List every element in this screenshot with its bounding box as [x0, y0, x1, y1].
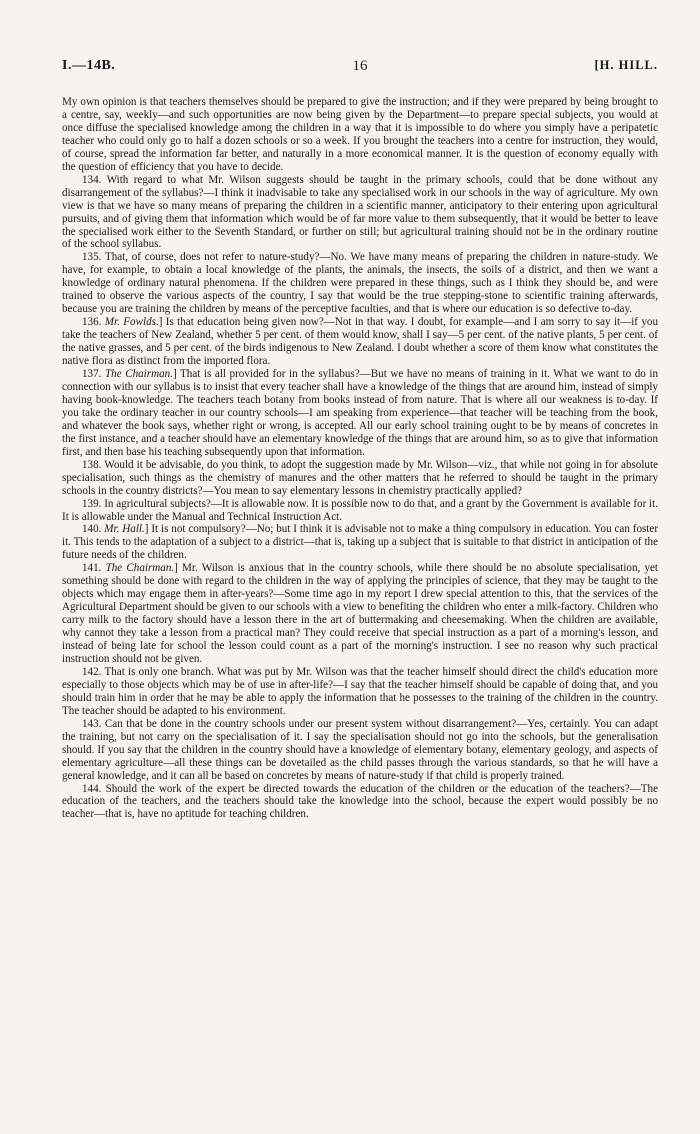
speaker-name: The Chairman.	[105, 562, 175, 575]
witness-name: [H. HILL.	[594, 58, 658, 72]
question-136: 136. Mr. Fowlds.] Is that education being given now?—Not in that way. I doubt, for example—and I am sorry to say it—if you take the teachers of New Zealand, whether 5 per cent. of them would know, shall I say—5 per cent. of the native plants, 5 per cent. of the native grasses, and 5 per cent. of the birds indigenous to New Zealand. I doubt whether a score of them know what constitutes the native flora as distinct from the imported flora.	[62, 316, 658, 368]
question-139: 139. In agricultural subjects?—It is allowable now. It is possible now to do that, and a grant by the Government is available for it. It is allowable under the Manual and Technical Instruction Act.	[62, 497, 658, 523]
question-140: 140. Mr. Hall.] It is not compulsory?—No; but I think it is advisable not to make a thing compulsory in education. You can foster it. This tends to the adaptation of a subject to a district—that is, taking up a subject that is suitable to that district in anticipation of the future needs of the children.	[62, 523, 659, 562]
document-reference: I.—14B.	[62, 58, 116, 73]
question-141: 141. The Chairman.] Mr. Wilson is anxious that in the country schools, while there should be no absolute specialisation, yet something should be done with regard to the children in the way of applying the principles of science, that they may be taught to the objects which may engage them in after-years?—Some time ago in my report I drew special attention to this, that the services of the Agricultural Department should be given to our schools with a view to benefiting the children who enter a milk-factory. Children who carry milk to the factory should have a lesson there in the art of buttermaking and cheesemaking. When the children are available, why cannot they take a lesson from a practical man? They could receive that special instruction as a part of a morning's lesson, and instead of being late for school the lesson could count as a part of the morning's instruction. I see no reason why such practical instruction should not be given.	[62, 562, 658, 665]
speaker-name: Mr. Hall.	[104, 523, 145, 536]
question-144: 144. Should the work of the expert be directed towards the education of the children or the education of the teachers?—The education of the teachers, and the teachers should take the knowledge into the school, because the expert would possibly be no teacher—that is, have no aptitude for teaching children.	[62, 782, 659, 821]
question-137: 137. The Chairman.] That is all provided for in the syllabus?—But we have no means of training in it. What we want to do in connection with our syllabus is to insist that every teacher shall have a knowledge of the things that are around him, instead of simply having book-knowledge. The teachers teach botany from books instead of from nature. That is where all our weakness is to-day. If you take the ordinary teacher in our country schools—I am speaking from experience—that teacher will be teaching from the book, and whatever the book says, whether right or wrong, is accepted. All our early school training ought to be by means of concretes in the first instance, and a teacher should have an elementary knowledge of the things that are around him, so as to give that information first, and then base his teaching subsequently upon that information.	[62, 368, 659, 458]
question-135: 135. That, of course, does not refer to nature-study?—No. We have many means of preparing the children in nature-study. We have, for example, to obtain a local knowledge of the plants, the animals, the insects, the soils of a district, and then we want a knowledge of ordinary natural phenomena. If the children were prepared in these things, such as I think they should be, and were trained to observe the various aspects of the country, I say that would be the true stepping-stone to scientific training afterwards, because you are training the children by means of the perceptive faculties, and that is where our education is so defective to-day.	[62, 251, 658, 316]
speaker-name: The Chairman.	[104, 368, 173, 381]
speaker-name: Mr. Fowlds.	[104, 316, 159, 329]
question-134: 134. With regard to what Mr. Wilson suggests should be taught in the primary schools, could that be done without any disarrangement of the syllabus?—I think it inadvisable to take any specialised work in our schools in the way of agriculture. My own view is that we have so many means of preparing the children in a scientific manner, anticipatory to their entering upon agricultural pursuits, and of giving them that information which would be of far more value to them subsequently, that it would be better to leave the specialised work either to the Seventh Standard, or further on still; but agricultural training should not be in the ordinary routine of the school syllabus.	[62, 173, 658, 251]
question-142: 142. That is only one branch. What was put by Mr. Wilson was that the teacher himself should direct the child's education more especially to those objects which may be of use in after-life?—I say that the teacher himself should be capable of doing that, and you should train him in order that he may be able to apply the information that he possesses to the training of the children in the country. The teacher should be adapted to his environment.	[62, 665, 658, 717]
question-138: 138. Would it be advisable, do you think, to adopt the suggestion made by Mr. Wilson—viz., that while not going in for absolute specialisation, such things as the chemistry of manures and the other matters that he referred to should be taught in the primary schools in the country districts?—You mean to say elementary lessons in chemistry practically applied?	[62, 458, 658, 497]
page-header	[62, 58, 658, 78]
question-143: 143. Can that be done in the country schools under our present system without disarrangement?—Yes, certainly. You can adapt the training, but not carry on the specialisation of it. I say the specialisation should not go into the schools, but the generalisation should. If you say that the children in the country should have a knowledge of elementary botany, elementary geology, and aspects of elementary agriculture—all these things can be dovetailed as the child passes through the various standards, so that he will have a general knowledge, and it can all be based on concretes by means of nature-study if that child is properly trained.	[62, 717, 659, 782]
page-number: 16	[352, 58, 368, 74]
intro-paragraph: My own opinion is that teachers themselves should be prepared to give the instruction; and if they were prepared by being brought to a centre, say, weekly—and such opportunities are now being given by the Department—to prepare special subjects, you would at once diffuse the specialised knowledge among the children in a way that it is impossible to do where you simply have a peripatetic teacher who could only go to half a dozen schools or so a week. If you brought the teachers into a centre for instruction, they would, of course, spread the information far better, and naturally in a more economical manner. It is the question of economy equally with the question of efficiency that you have to decide.	[62, 96, 658, 173]
testimony-body	[62, 96, 658, 821]
